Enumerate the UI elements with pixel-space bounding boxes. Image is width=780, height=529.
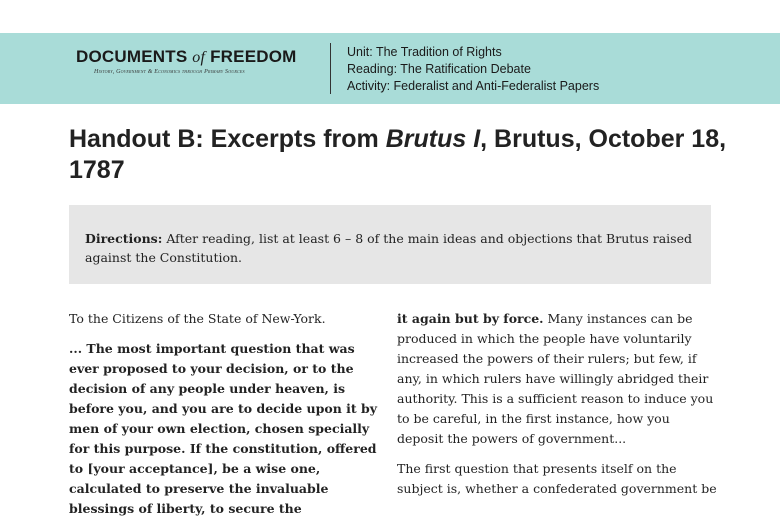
unit-info [347, 44, 599, 95]
brand-logo [76, 47, 326, 75]
header-divider [330, 43, 331, 94]
brand-title: DOCUMENTS of FREEDOM [76, 47, 297, 66]
directions-text: After reading, list at least 6 – 8 of the main ideas and objections that Brutus raised against the Constitution. [85, 231, 692, 265]
excerpt-bold: ... The most important question that was ever proposed to your decision, or to the decision of any people under heaven, is before you, and you are to decide upon it by men of your own election, chosen specially for this purpose. If the constitution, offered to [your acceptance], be a wise one, calculated to preserve the invaluable blessings of liberty, to secure the [69, 341, 378, 516]
activity-label: Activity: Federalist and Anti-Federalist Papers [347, 79, 600, 93]
paragraph-1: it again but by force. Many instances can be produced in which the people have voluntarily increased the powers of their rulers; but few, if any, in which rulers have willingly abridged their authority. This is a sufficient reason to induce you to be careful, in the first instance, how you deposit the powers of government... [397, 311, 714, 446]
brand-subtitle: History, Government & Economics through Primary Sources [94, 69, 245, 75]
directions-label: Directions: [85, 231, 163, 246]
right-column [397, 309, 717, 509]
paragraph-2: The first question that presents itself on the subject is, whether a confederated government be [397, 461, 717, 496]
left-column [69, 309, 387, 529]
directions-box [69, 205, 711, 284]
unit-label: Unit: The Tradition of Rights [347, 45, 502, 59]
page-title: Handout B: Excerpts from Brutus I, Brutus, October 18, 1787 [69, 125, 727, 184]
reading-label: Reading: The Ratification Debate [347, 62, 531, 76]
salutation: To the Citizens of the State of New-York. [69, 311, 326, 326]
